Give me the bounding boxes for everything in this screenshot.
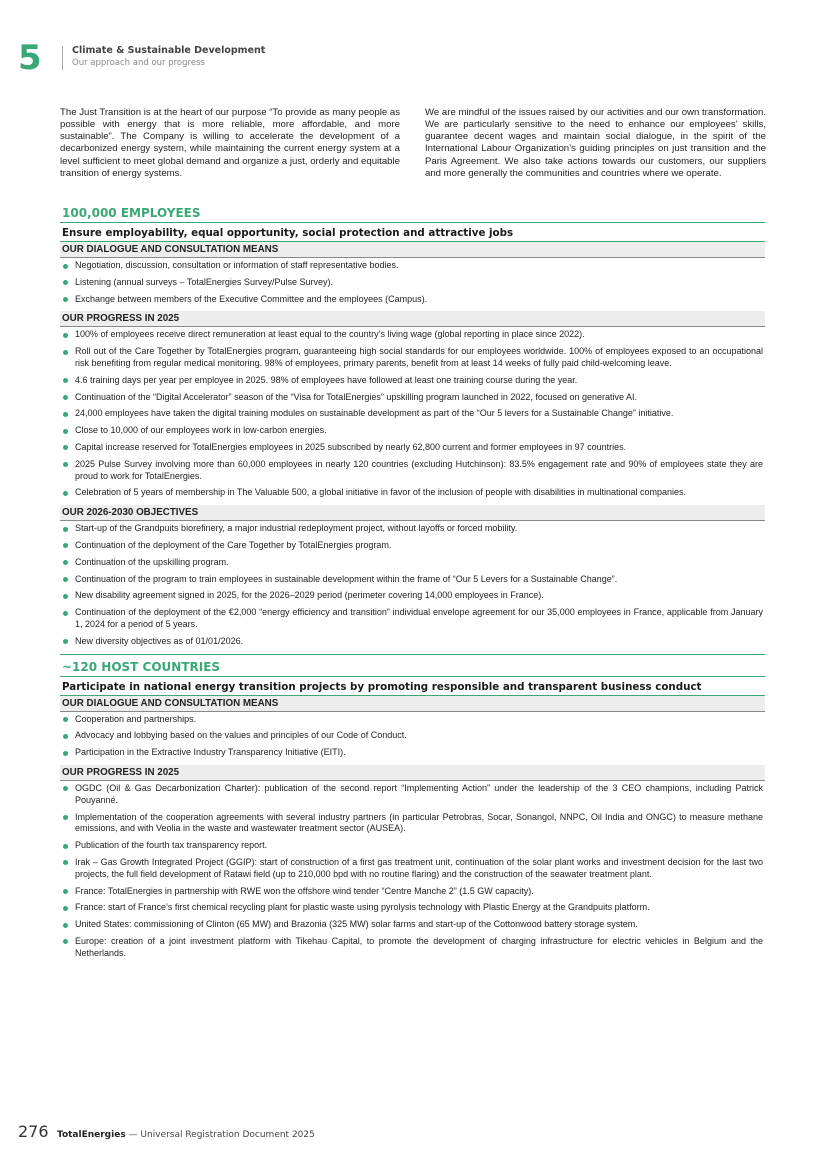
intro-paragraph-left: The Just Transition is at the heart of our purpose “To provide as many people as possible with energy that is more reliable, more affordable, and more sustainable”. The Company is willing to accelerate the development of a decarbonized energy system, while maintaining the current energy system at a level sufficient to meet global demand and organize a just, orderly and equitable transition of energy systems. [60, 106, 400, 180]
list-item: Listening (annual surveys – TotalEnergies Survey/Pulse Survey). [60, 277, 765, 289]
block-header-progress: OUR PROGRESS IN 2025 [60, 311, 765, 327]
section-subtitle: Participate in national energy transition projects by promoting responsible and transparent business conduct [60, 677, 765, 696]
bullet-list [60, 327, 765, 505]
list-item: Europe: creation of a joint investment platform with Tikehau Capital, to promote the development of charging infrastructure for electric vehicles in Belgium and the Netherlands. [60, 936, 765, 960]
block-header-objectives: OUR 2026-2030 OBJECTIVES [60, 505, 765, 521]
list-item: Negotiation, discussion, consultation or information of staff representative bodies. [60, 260, 765, 272]
list-item: Implementation of the cooperation agreements with several industry partners (in particular Petrobras, Socar, Sonangol, NNPC, Oil India and ONGC) to measure methane emissions, and with Veolia in the waste and wastewater treatment sector (AUSEA). [60, 812, 765, 836]
list-item: Participation in the Extractive Industry Transparency Initiative (EITI). [60, 747, 765, 759]
list-item: New disability agreement signed in 2025, for the 2026–2029 period (perimeter covering 14,000 employees in France). [60, 590, 765, 602]
bullet-list [60, 521, 765, 654]
footer-brand: TotalEnergies [57, 1130, 126, 1140]
section-subtitle: Ensure employability, equal opportunity, social protection and attractive jobs [60, 223, 765, 242]
block-header-dialogue: OUR DIALOGUE AND CONSULTATION MEANS [60, 242, 765, 258]
list-item: France: TotalEnergies in partnership with RWE won the offshore wind tender “Centre Manche 2” (1.5 GW capacity). [60, 886, 765, 898]
page-number: 276 [18, 1122, 49, 1141]
list-item: OGDC (Oil & Gas Decarbonization Charter): publication of the second report “Implementing Action” under the leadership of the 3 CEO champions, including Patrick Pouyanné. [60, 783, 765, 807]
list-item: 24,000 employees have taken the digital training modules on sustainable development as part of the “Our 5 levers for a Sustainable Change” initiative. [60, 408, 765, 420]
chapter-subtitle: Our approach and our progress [72, 58, 205, 68]
list-item: Close to 10,000 of our employees work in low-carbon energies. [60, 425, 765, 437]
list-item: New diversity objectives as of 01/01/2026. [60, 636, 765, 648]
section-host-countries [60, 659, 765, 966]
list-item: Cooperation and partnerships. [60, 714, 765, 726]
list-item: Irak – Gas Growth Integrated Project (GGIP): start of construction of a first gas treatment unit, continuation of the solar plant works and investment decision for the last two projects, the full field development of Ratawi field (up to 210,000 bpd with no routine flaring) and the construction of the seawater treatment plant. [60, 857, 765, 881]
list-item: 4.6 training days per year per employee in 2025. 98% of employees have followed at least one training course during the year. [60, 375, 765, 387]
section-title: ~120 HOST COUNTRIES [60, 659, 765, 677]
list-item: Continuation of the program to train employees in sustainable development within the frame of “Our 5 Levers for a Sustainable Change”. [60, 574, 765, 586]
intro-paragraph-right: We are mindful of the issues raised by our activities and our own transformation. We are particularly sensitive to the need to enhance our employees’ skills, guarantee decent wages and maintain social dialogue, in the spirit of the International Labour Organization’s guiding principles on just transition and the Paris Agreement. We also take actions towards our customers, our suppliers and more generally the communities and countries where we operate. [425, 106, 766, 180]
list-item: Celebration of 5 years of membership in The Valuable 500, a global initiative in favor of the inclusion of people with disabilities in multinational companies. [60, 487, 765, 499]
list-item: Continuation of the “Digital Accelerator” season of the “Visa for TotalEnergies” upskilling program launched in 2022, focused on generative AI. [60, 392, 765, 404]
list-item: 2025 Pulse Survey involving more than 60,000 employees in nearly 120 countries (excluding Hutchinson): 83.5% engagement rate and 90% of employees state they are proud to work for TotalEnergies. [60, 459, 765, 483]
chapter-number: 5 [18, 38, 42, 78]
section-title: 100,000 EMPLOYEES [60, 205, 765, 223]
stakeholder-sections [60, 205, 765, 965]
list-item: Continuation of the deployment of the Care Together by TotalEnergies program. [60, 540, 765, 552]
bullet-list [60, 781, 765, 966]
bullet-list [60, 712, 765, 765]
list-item: 100% of employees receive direct remuneration at least equal to the country’s living wage (global reporting in place since 2022). [60, 329, 765, 341]
list-item: Roll out of the Care Together by TotalEnergies program, guaranteeing high social standards for our employees worldwide. 100% of employees exposed to an occupational risk benefiting from regular medical monitoring. 98% of employees, primary parents, benefit from at least 14 weeks of fully paid child-welcoming leave. [60, 346, 765, 370]
bullet-list [60, 258, 765, 311]
list-item: Publication of the fourth tax transparency report. [60, 840, 765, 852]
list-item: Continuation of the upskilling program. [60, 557, 765, 569]
list-item: Capital increase reserved for TotalEnergies employees in 2025 subscribed by nearly 62,800 current and former employees in 97 countries. [60, 442, 765, 454]
list-item: Start-up of the Grandpuits biorefinery, a major industrial redeployment project, without layoffs or forced mobility. [60, 523, 765, 535]
block-header-progress: OUR PROGRESS IN 2025 [60, 765, 765, 781]
chapter-title: Climate & Sustainable Development [72, 45, 266, 56]
page-footer [18, 1122, 315, 1142]
list-item: Exchange between members of the Executive Committee and the employees (Campus). [60, 294, 765, 306]
list-item: Continuation of the deployment of the €2,000 “energy efficiency and transition” individual envelope agreement for our 35,000 employees in France, applicable from January 1, 2024 for a period of 5 years. [60, 607, 765, 631]
list-item: Advocacy and lobbying based on the values and principles of our Code of Conduct. [60, 730, 765, 742]
block-header-dialogue: OUR DIALOGUE AND CONSULTATION MEANS [60, 696, 765, 712]
chapter-divider [62, 46, 63, 70]
list-item: France: start of France’s first chemical recycling plant for plastic waste using pyrolysis technology with Plastic Energy at the Grandpuits platform. [60, 902, 765, 914]
list-item: United States: commissioning of Clinton (65 MW) and Brazonia (325 MW) solar farms and start-up of the Cottonwood battery storage system. [60, 919, 765, 931]
section-employees [60, 205, 765, 655]
footer-document-title: — Universal Registration Document 2025 [125, 1130, 315, 1140]
